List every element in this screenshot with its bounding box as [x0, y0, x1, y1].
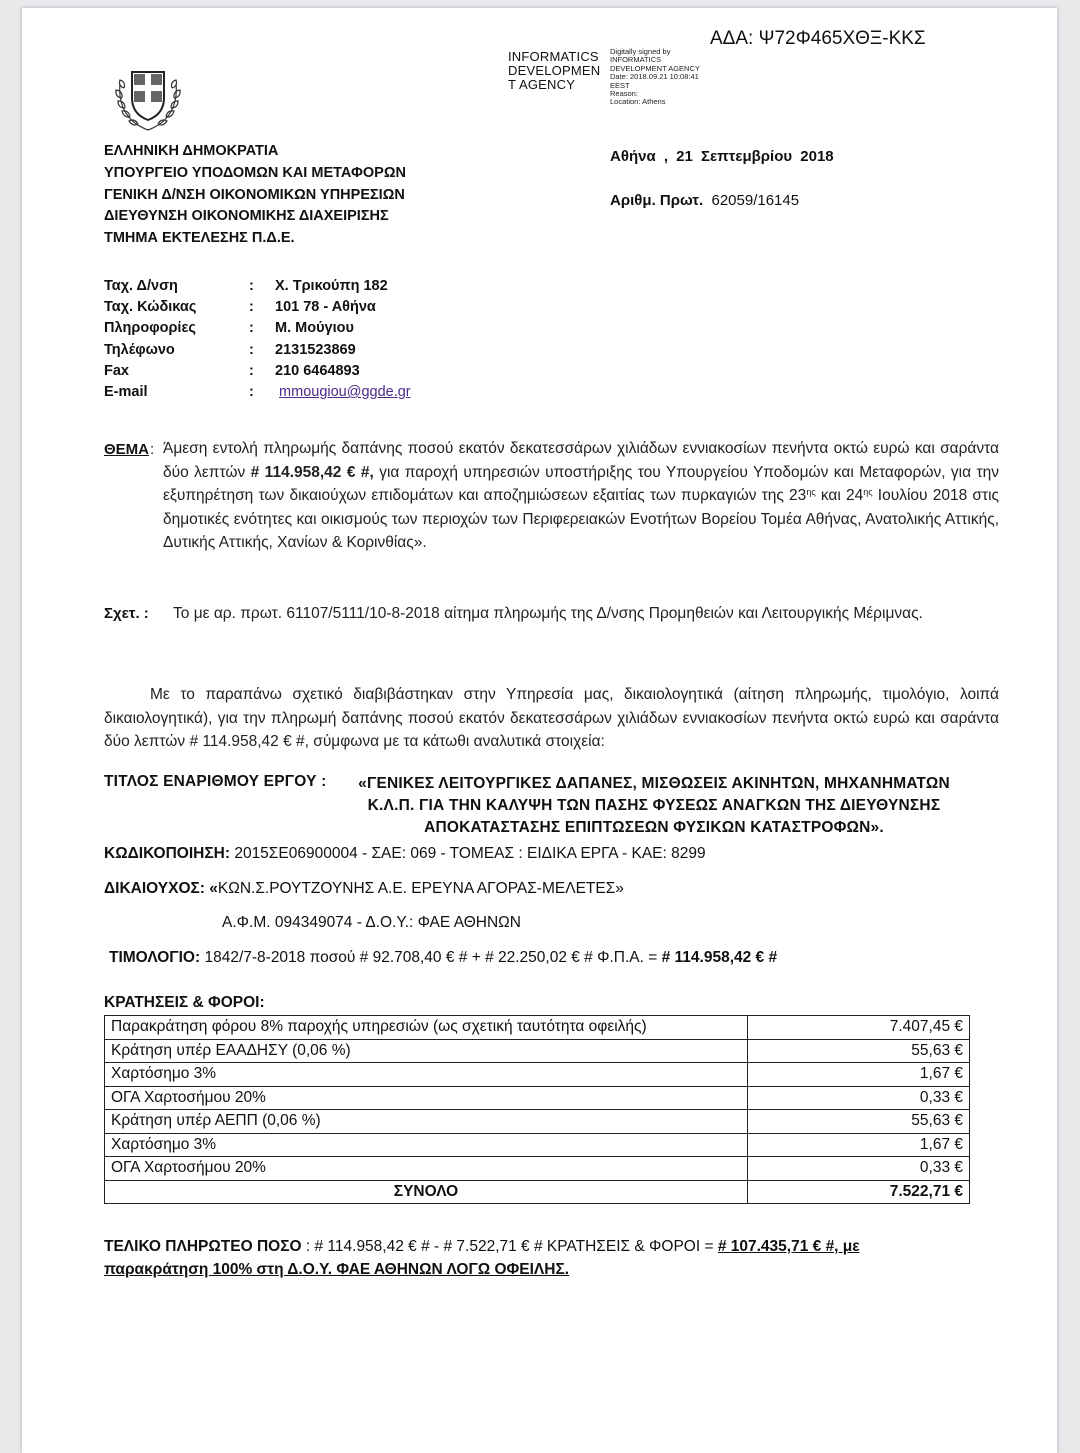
final-label: ΤΕΛΙΚΟ ΠΛΗΡΩΤΕΟ ΠΟΣΟ [104, 1238, 302, 1255]
contact-label: Fax [104, 362, 129, 379]
fees-label: ΚΡΑΤΗΣΕΙΣ & ΦΟΡΟΙ: [104, 994, 265, 1011]
ordinal-suffix: ης [863, 487, 873, 497]
protocol-label: Αριθμ. Πρωτ. [610, 192, 704, 209]
signature-detail-line: INFORMATICS [610, 55, 662, 65]
fee-amount: 7.407,45 € [748, 1016, 970, 1040]
fee-label: Κράτηση υπέρ ΕΑΑΔΗΣΥ (0,06 %) [105, 1039, 748, 1063]
signature-details [610, 48, 730, 107]
contact-colon: : [249, 362, 254, 379]
invoice-line [109, 949, 777, 967]
beneficiary-line [104, 880, 624, 898]
table-row [105, 1086, 970, 1110]
greek-emblem-icon [112, 58, 184, 136]
body-paragraph: Με το παραπάνω σχετικό διαβιβάστηκαν στην Υπηρεσία μας, δικαιολογητικά (αίτηση πληρωμής, τιμολόγιο, λοιπά δικαιολογητικά), για την πληρωμή δαπάνης ποσού εκατόν δεκατεσσάρων χιλιάδων εννιακοσίων πενήντα οκτώ ευρώ και σαράντα δύο λεπτών # 114.958,42 € #, σύμφωνα με τα κάτωθι αναλυτικά στοιχεία: [104, 686, 999, 750]
contact-value: 2131523869 [275, 341, 356, 358]
fee-label: ΟΓΑ Χαρτοσήμου 20% [105, 1086, 748, 1110]
contact-colon: : [249, 278, 254, 294]
signature-detail-line: Date: 2018.09.21 10:08:41 [610, 72, 699, 82]
contact-label: Ταχ. Δ/νση [104, 278, 178, 294]
signature-detail-line: Location: Athens [610, 97, 666, 107]
table-row [105, 1110, 970, 1134]
final-amount-value: # 107.435,71 € #, με [717, 1238, 860, 1255]
beneficiary-afm: Α.Φ.Μ. 094349074 - Δ.Ο.Υ.: ΦΑΕ ΑΘΗΝΩΝ [222, 914, 521, 931]
contact-label: Τηλέφωνο [104, 341, 175, 358]
invoice-total: # 114.958,42 € # [661, 949, 778, 966]
subject-colon: : [150, 441, 155, 458]
subject-label-text: ΘΕΜΑ [104, 441, 149, 458]
contact-row [104, 276, 411, 297]
protocol-value: 62059/16145 [711, 192, 800, 209]
total-label: ΣΥΝΟΛΟ [105, 1180, 748, 1204]
total-row [105, 1180, 970, 1204]
contact-row [104, 361, 411, 382]
final-text: : # 114.958,42 € # - # 7.522,71 € # ΚΡΑΤΗΣΕΙΣ & ΦΟΡΟΙ = [301, 1238, 718, 1255]
project-title-label: ΤΙΤΛΟΣ ΕΝΑΡΙΘΜΟΥ ΕΡΓΟΥ : [104, 773, 327, 790]
contact-value: 101 78 - Αθήνα [275, 299, 376, 316]
beneficiary-label: ΔΙΚΑΙΟΥΧΟΣ: « [104, 880, 218, 897]
signature-name [508, 50, 618, 92]
contact-row [104, 318, 411, 339]
ordinal-suffix: ης [806, 487, 816, 497]
contact-colon: : [249, 384, 254, 401]
fee-label: Χαρτόσημο 3% [105, 1063, 748, 1087]
subject-amount: # 114.958,42 € #, [250, 463, 374, 481]
reference-text: Το με αρ. πρωτ. 61107/5111/10-8-2018 αίτημα πληρωμής της Δ/νσης Προμηθειών και Λειτουργικής Μέριμνας. [173, 605, 923, 622]
project-title [334, 773, 974, 838]
fee-label: Χαρτόσημο 3% [105, 1133, 748, 1157]
issuer-line: ΥΠΟΥΡΓΕΙΟ ΥΠΟΔΟΜΩΝ ΚΑΙ ΜΕΤΑΦΟΡΩΝ [104, 164, 406, 181]
contact-label: E-mail [104, 384, 148, 401]
document-date: Αθήνα , 21 Σεπτεμβρίου 2018 [610, 148, 834, 165]
project-title-line: ΑΠΟΚΑΤΑΣΤΑΣΗΣ ΕΠΙΠΤΩΣΕΩΝ ΦΥΣΙΚΩΝ ΚΑΤΑΣΤΡΟΦΩΝ». [424, 818, 884, 836]
fees-table [104, 1015, 970, 1204]
signature-detail-line: Reason: [610, 89, 638, 99]
issuer-header [104, 141, 544, 250]
total-amount: 7.522,71 € [748, 1180, 970, 1204]
table-row [105, 1157, 970, 1181]
coding-line [104, 845, 706, 863]
invoice-text: 1842/7-8-2018 ποσού # 92.708,40 € # + # 22.250,02 € # Φ.Π.Α. = [200, 949, 662, 966]
beneficiary-name: ΚΩΝ.Σ.ΡΟΥΤΖΟΥΝΗΣ Α.Ε. ΕΡΕΥΝΑ ΑΓΟΡΑΣ-ΜΕΛΕΤΕΣ» [217, 880, 624, 897]
contact-label: Πληροφορίες [104, 320, 196, 337]
contact-value: 210 6464893 [275, 362, 360, 379]
subject-text-part: για παροχή υπηρεσιών υποστήριξης του Υπουργείου Υποδομών και Μεταφορών, για την εξυπηρέτηση των δικαιούχων επιδομάτων και αποζημιώσεων εξαιτίας των πυρκαγιών της 23 [163, 463, 999, 504]
signature-detail-line: EEST [610, 80, 630, 90]
subject-text-part: Ιουλίου 2018 στις δημοτικές ενότητες και οικισμούς των περιοχών των Περιφερειακών Ενοτήτων Βορείου Τομέα Αθήνας, Ανατολικής Αττικής, Δυτικής Αττικής, Χανίων & Κορινθίας». [163, 487, 999, 551]
fee-label: Κράτηση υπέρ ΑΕΠΠ (0,06 %) [105, 1110, 748, 1134]
project-title-line: «ΓΕΝΙΚΕΣ ΛΕΙΤΟΥΡΓΙΚΕΣ ΔΑΠΑΝΕΣ, ΜΙΣΘΩΣΕΙΣ ΑΚΙΝΗΤΩΝ, ΜΗΧΑΝΗΜΑΤΩΝ [358, 775, 950, 792]
fee-amount: 0,33 € [748, 1157, 970, 1181]
contact-value: Μ. Μούγιου [275, 320, 354, 337]
coding-value: 2015ΣΕ06900004 - ΣΑΕ: 069 - ΤΟΜΕΑΣ : ΕΙΔΙΚΑ ΕΡΓΑ - ΚΑΕ: 8299 [230, 845, 706, 862]
signature-detail-line: Digitally signed by [610, 47, 671, 56]
contact-colon: : [249, 341, 254, 358]
final-note: παρακράτηση 100% στη Δ.Ο.Υ. ΦΑΕ ΑΘΗΝΩΝ ΛΟΓΩ ΟΦΕΙΛΗΣ. [104, 1261, 570, 1278]
table-row [105, 1039, 970, 1063]
reference-label: Σχετ. : [104, 605, 149, 622]
issuer-line: ΕΛΛΗΝΙΚΗ ΔΗΜΟΚΡΑΤΙΑ [104, 143, 279, 159]
contact-row [104, 297, 411, 318]
email-link[interactable]: mmougiou@ggde.gr [279, 384, 411, 401]
fee-amount: 55,63 € [748, 1039, 970, 1063]
ada-code: ΑΔΑ: Ψ72Φ465ΧΘΞ-ΚΚΣ [710, 28, 926, 49]
protocol-number [610, 192, 799, 209]
project-title-line: Κ.Λ.Π. ΓΙΑ ΤΗΝ ΚΑΛΥΨΗ ΤΩΝ ΠΑΣΗΣ ΦΥΣΕΩΣ ΑΝΑΓΚΩΝ ΤΗΣ ΔΙΕΥΘΥΝΣΗΣ [367, 796, 941, 814]
issuer-line: ΓΕΝΙΚΗ Δ/ΝΣΗ ΟΙΚΟΝΟΜΙΚΩΝ ΥΠΗΡΕΣΙΩΝ [104, 186, 405, 203]
subject-text-part: Άμεση εντολή πληρωμής δαπάνης ποσού εκατόν δεκατεσσάρων χιλιάδων εννιακοσίων πενήντα οκτώ ευρώ και σαράντα δύο λεπτών [163, 440, 999, 481]
subject-label [104, 441, 149, 458]
document-page [22, 8, 1057, 1453]
fee-label: Παρακράτηση φόρου 8% παροχής υπηρεσιών (ως σχετική ταυτότητα οφειλής) [105, 1016, 748, 1040]
contact-row [104, 382, 411, 403]
contact-block [104, 276, 411, 403]
table-row [105, 1016, 970, 1040]
final-amount [104, 1235, 984, 1281]
fee-amount: 1,67 € [748, 1063, 970, 1087]
table-row [105, 1133, 970, 1157]
issuer-line: ΤΜΗΜΑ ΕΚΤΕΛΕΣΗΣ Π.Δ.Ε. [104, 230, 295, 247]
fee-amount: 55,63 € [748, 1110, 970, 1134]
contact-label: Ταχ. Κώδικας [104, 299, 197, 316]
fee-amount: 1,67 € [748, 1133, 970, 1157]
subject-text-part: και 24 [815, 487, 864, 504]
contact-colon: : [249, 299, 254, 316]
issuer-line: ΔΙΕΥΘΥΝΣΗ ΟΙΚΟΝΟΜΙΚΗΣ ΔΙΑΧΕΙΡΙΣΗΣ [104, 208, 389, 225]
fee-amount: 0,33 € [748, 1086, 970, 1110]
signature-name-line: T AGENCY [508, 77, 576, 92]
table-row [105, 1063, 970, 1087]
subject-text [163, 437, 999, 555]
contact-row [104, 340, 411, 361]
contact-value: Χ. Τρικούπη 182 [275, 278, 388, 294]
signature-name-line: INFORMATICS [508, 49, 599, 64]
contact-colon: : [249, 320, 254, 337]
signature-detail-line: DEVELOPMENT AGENCY [610, 63, 700, 73]
fee-label: ΟΓΑ Χαρτοσήμου 20% [105, 1157, 748, 1181]
coding-label: ΚΩΔΙΚΟΠΟΙΗΣΗ: [104, 845, 231, 862]
signature-name-line: DEVELOPMEN [508, 63, 601, 78]
invoice-label: ΤΙΜΟΛΟΓΙΟ: [109, 949, 201, 966]
